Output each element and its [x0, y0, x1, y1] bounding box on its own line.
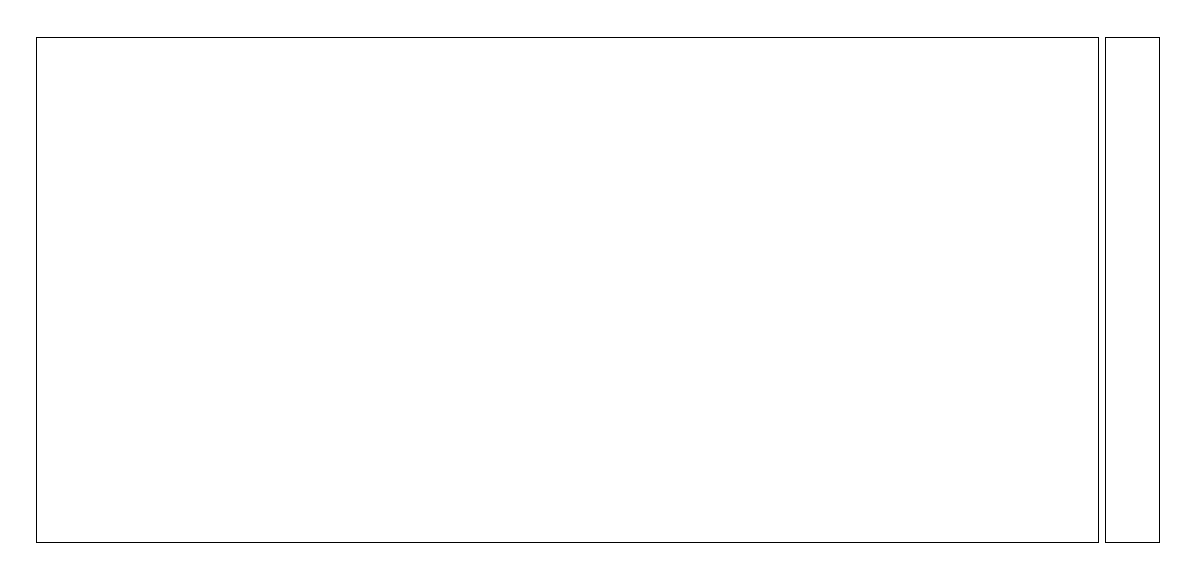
y-axis-tick-labels [0, 37, 30, 543]
heatmap-grid [36, 37, 1099, 543]
x-axis-tick-labels [36, 546, 1099, 566]
color-scale [1105, 37, 1160, 543]
